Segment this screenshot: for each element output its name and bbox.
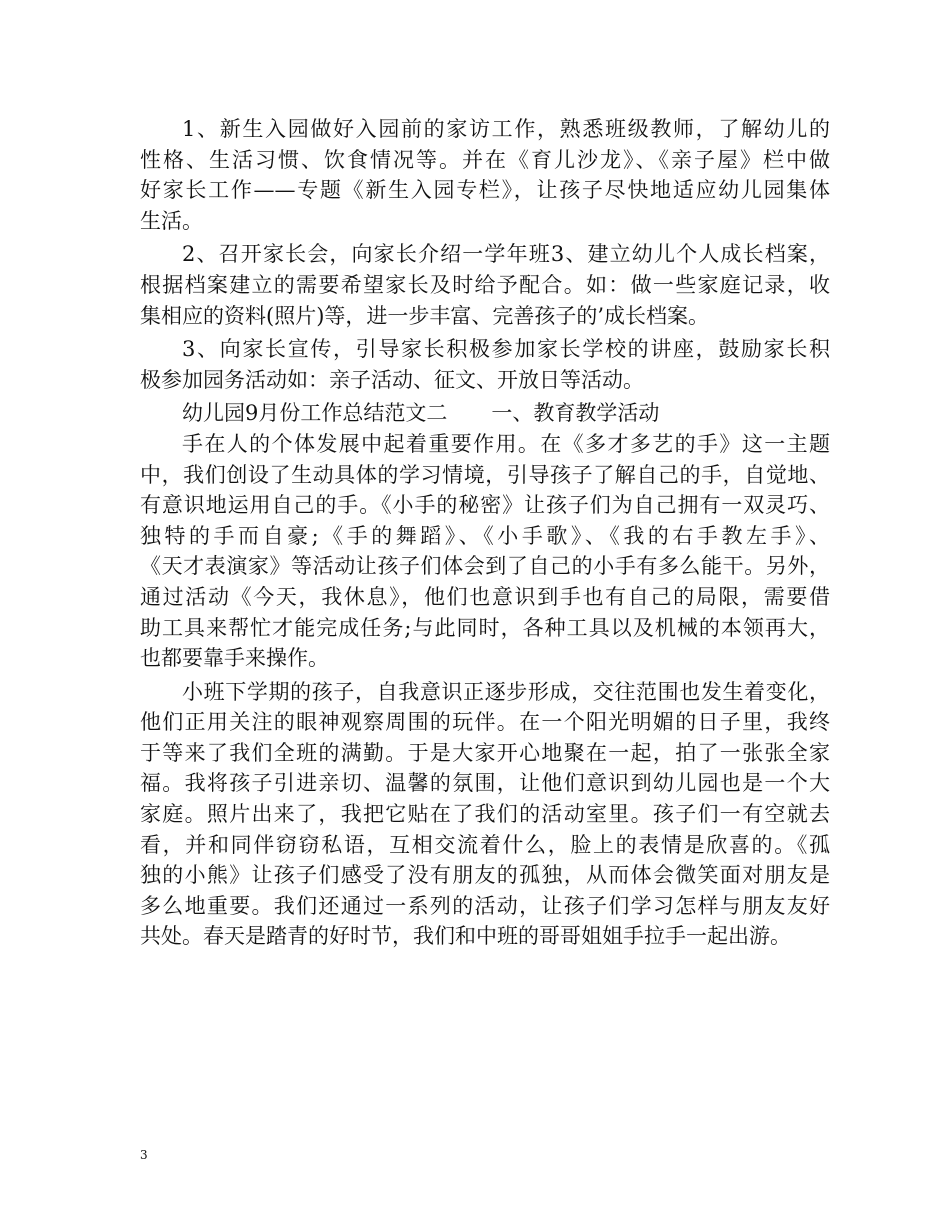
paragraph — [140, 114, 830, 236]
paragraph — [140, 334, 830, 395]
text-line: 1、新生入园做好入园前的家访工作，熟悉班级教师，了解幼儿的 — [182, 117, 830, 141]
text-line: 好家长工作——专题《新生入园专栏》，让孩子尽快地适应幼儿园集体 — [140, 178, 830, 203]
text-line: 生活。 — [140, 208, 203, 233]
text-line: 《天才表演家》等活动让孩子们体会到了自己的小手有多么能干。另外， — [140, 554, 830, 579]
text-line: 看，并和同伴窃窃私语，互相交流着什么，脸上的表情是欣喜的。《孤 — [140, 832, 830, 857]
text-line: 多么地重要。我们还通过一系列的活动，让孩子们学习怎样与朋友友好 — [140, 893, 830, 918]
text-line: 小班下学期的孩子，自我意识正逐步形成，交往范围也发生着变化， — [182, 679, 830, 704]
page-number: 3 — [140, 1148, 148, 1162]
text-line: 家庭。照片出来了，我把它贴在了我们的活动室里。孩子们一有空就去 — [140, 802, 830, 827]
paragraph — [140, 677, 830, 952]
text-line: 独的小熊》让孩子们感受了没有朋友的孤独，从而体会微笑面对朋友是 — [140, 863, 830, 888]
text-line: 2、召开家长会，向家长介绍一学年班3、建立幼儿个人成长档案， — [182, 242, 830, 267]
text-line: 集相应的资料(照片)等，进一步丰富、完善孩子的’成长档案。 — [140, 303, 710, 328]
text-line: 性格、生活习惯、饮食情况等。并在《育儿沙龙》、《亲子屋》栏中做 — [140, 147, 830, 172]
text-line: 福。我将孩子引进亲切、温馨的氛围，让他们意识到幼儿园也是一个大 — [140, 771, 830, 796]
document-body — [140, 114, 830, 952]
text-line: 极参加园务活动如：亲子活动、征文、开放日等活动。 — [140, 367, 644, 392]
text-line: 有意识地运用自己的手。《小手的秘密》让孩子们为自己拥有一双灵巧、 — [140, 493, 830, 518]
text-line: 根据档案建立的需要希望家长及时给予配合。如：做一些家庭记录，收 — [140, 272, 830, 297]
text-line: 助工具来帮忙才能完成任务;与此同时，各种工具以及机械的本领再大， — [140, 615, 830, 640]
text-line: 独特的手而自豪;《手的舞蹈》、《小手歌》、《我的右手教左手》、 — [140, 523, 830, 548]
text-line: 于等来了我们全班的满勤。于是大家开心地聚在一起，拍了一张张全家 — [140, 740, 830, 765]
text-line: 3、向家长宣传，引导家长积极参加家长学校的讲座，鼓励家长积 — [182, 337, 830, 362]
paragraph — [140, 239, 830, 331]
text-line: 他们正用关注的眼神观察周围的玩伴。在一个阳光明媚的日子里，我终 — [140, 710, 830, 735]
text-line: 中，我们创设了生动具体的学习情境，引导孩子了解自己的手，自觉地、 — [140, 462, 830, 487]
heading-title: 幼儿园9月份工作总结范文二 — [182, 401, 448, 426]
text-line: 共处。春天是踏青的好时节，我们和中班的哥哥姐姐手拉手一起出游。 — [140, 924, 791, 949]
paragraph — [140, 429, 830, 674]
text-line: 通过活动《今天，我休息》，他们也意识到手也有自己的局限，需要借 — [140, 584, 830, 609]
section-heading — [140, 398, 830, 429]
text-line: 也都要靠手来操作。 — [140, 646, 329, 671]
heading-subtitle: 一、教育教学活动 — [491, 401, 660, 426]
text-line: 手在人的个体发展中起着重要作用。在《多才多艺的手》这一主题 — [182, 431, 830, 456]
